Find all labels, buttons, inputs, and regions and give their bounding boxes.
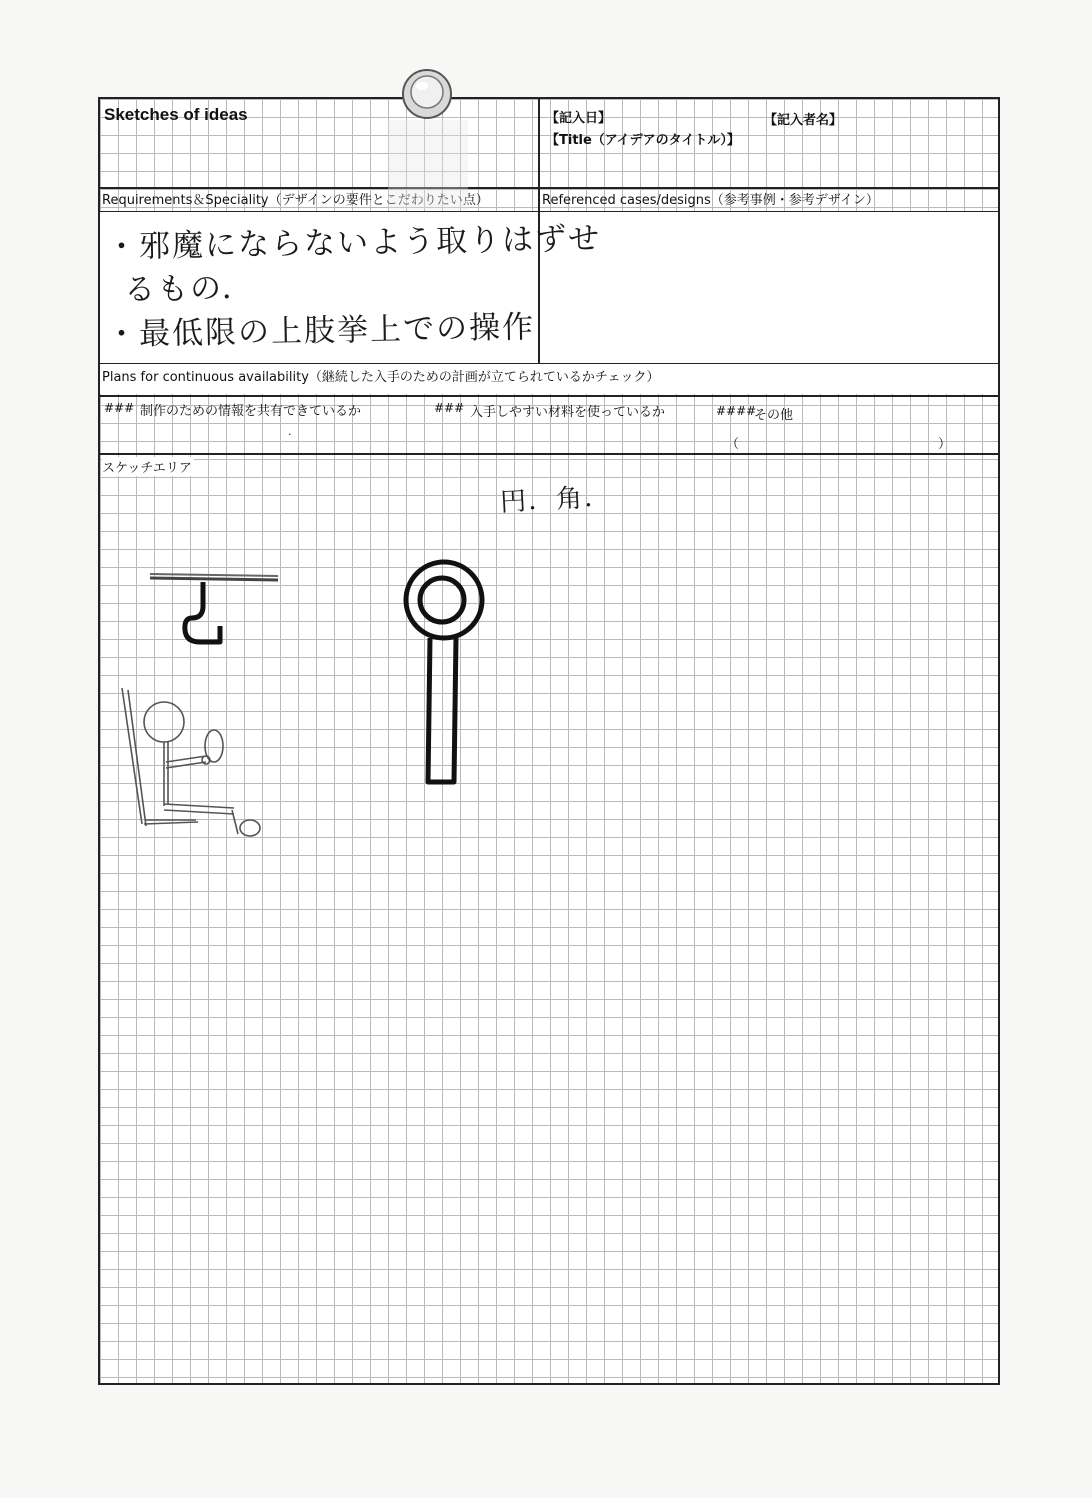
check-dot: . [288, 425, 292, 438]
hook-sketch [148, 566, 288, 656]
references-label: Referenced cases/designs（参考事例・参考デザイン） [542, 193, 879, 208]
sketch-area-label: スケッチエリア [102, 457, 194, 476]
person-sketch [118, 684, 278, 844]
requirement-note-3: ・最低限の上肢挙上での操作 [105, 309, 536, 353]
divider [100, 453, 998, 455]
check2-text: 入手しやすい材料を使っているか [470, 405, 666, 420]
references-body [540, 212, 998, 363]
other-open-paren: （ [726, 437, 740, 452]
sheet-title: Sketches of ideas [104, 105, 248, 124]
author-label: 【記入者名】 [764, 113, 843, 128]
check2-mark: ### [434, 401, 465, 415]
requirement-note-2: るもの． [123, 269, 256, 309]
requirements-label: Requirements＆Speciality（デザインの要件とこだわりたい点） [102, 193, 489, 208]
check1-text: 制作のための情報を共有できているか [140, 404, 362, 419]
check1-mark: ### [104, 401, 135, 415]
ring-handle-sketch [396, 556, 496, 792]
pushpin-icon [396, 66, 458, 128]
availability-label: Plans for continuous availability（継続した入手のための計画が立てられているかチェック） [102, 370, 660, 385]
other-close-paren: ） [938, 437, 952, 452]
idea-title-label: 【Title（アイデアのタイトル）】 [546, 133, 740, 148]
check3-text: その他 [754, 408, 794, 423]
header-divider [538, 99, 540, 187]
date-label: 【記入日】 [546, 111, 612, 126]
tape-strip [388, 120, 468, 210]
sketch-note: 円．角． [499, 482, 613, 518]
divider [100, 395, 998, 397]
check3-mark: #### [716, 404, 757, 418]
requirement-note-1: ・邪魔にならないよう取りはずせ [105, 220, 602, 266]
